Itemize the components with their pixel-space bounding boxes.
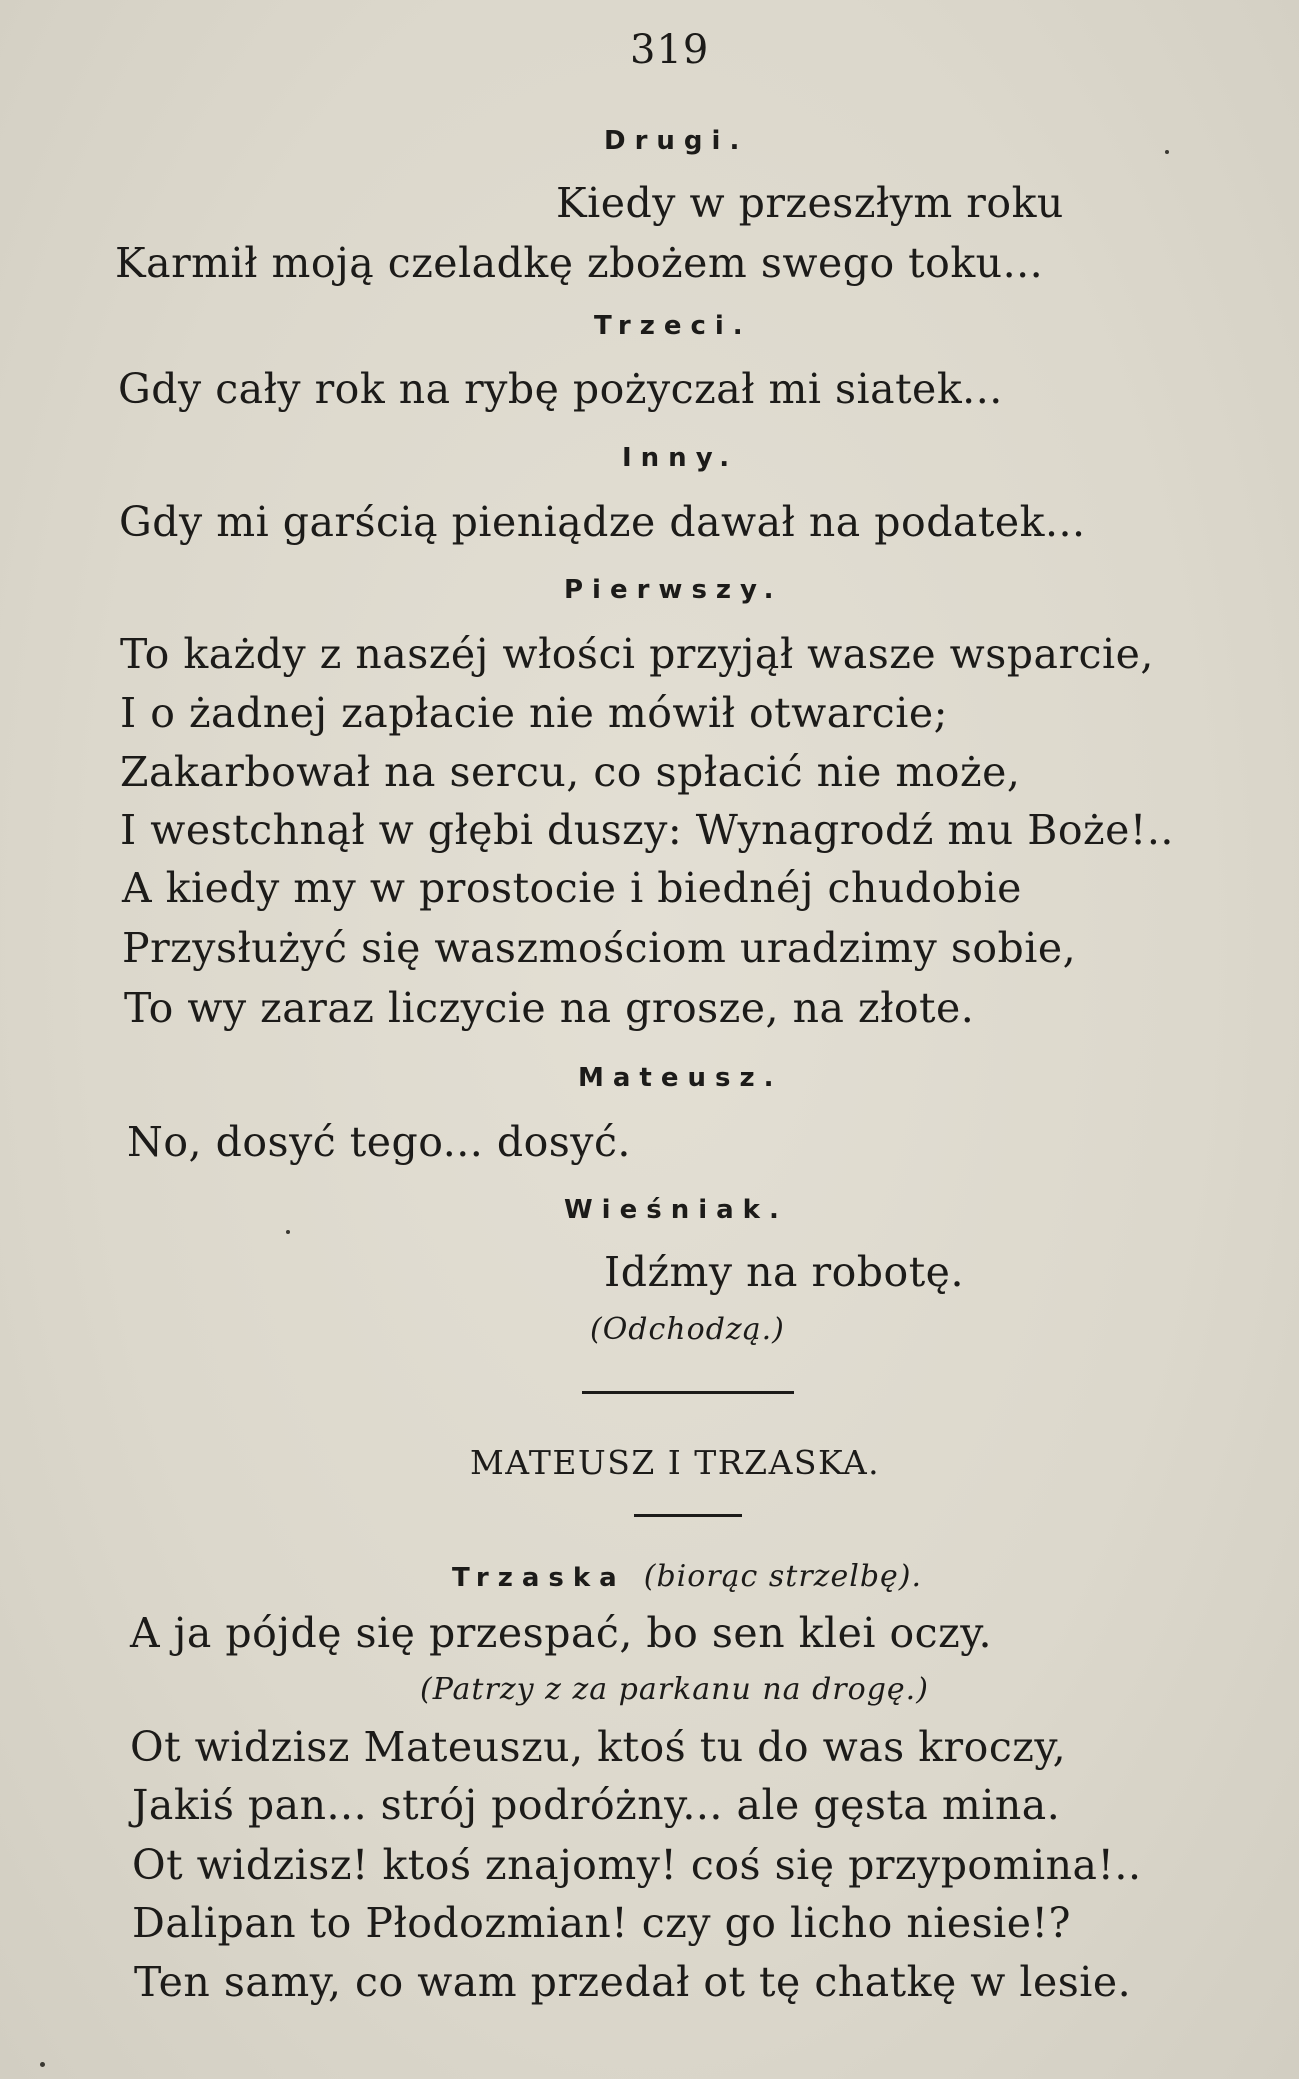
verse-line: Gdy cały rok na rybę pożyczał mi siatek... <box>118 365 1003 413</box>
verse-line: Karmił moją czeladkę zbożem swego toku... <box>115 239 1044 287</box>
scene-heading: MATEUSZ I TRZASKA. <box>470 1443 881 1482</box>
verse-line: Gdy mi garścią pieniądze dawał na podatek... <box>119 498 1086 546</box>
verse-line: Zakarbował na sercu, co spłacić nie może, <box>120 748 1021 796</box>
verse-line: I westchnął w głębi duszy: Wynagrodź mu Boże!.. <box>120 806 1174 854</box>
speaker-name: Trzaska <box>452 1563 626 1593</box>
paper-speck <box>286 1230 290 1234</box>
stage-direction: (Odchodzą.) <box>590 1312 785 1347</box>
speaker-line <box>452 1559 923 1594</box>
section-divider <box>634 1514 742 1517</box>
page-number: 319 <box>630 27 710 73</box>
verse-line: To każdy z naszéj włości przyjął wasze wsparcie, <box>120 630 1154 678</box>
verse-line: To wy zaraz liczycie na grosze, na złote. <box>124 984 975 1032</box>
paper-speck <box>40 2062 45 2067</box>
verse-line: Dalipan to Płodozmian! czy go licho niesie!? <box>132 1899 1071 1947</box>
verse-line: Przysłużyć się waszmościom uradzimy sobie, <box>122 924 1077 972</box>
speaker-name: Wieśniak. <box>564 1195 788 1225</box>
verse-line: I o żadnej zapłacie nie mówił otwarcie; <box>120 689 948 737</box>
verse-line: Ten samy, co wam przedał ot tę chatkę w lesie. <box>134 1958 1132 2006</box>
verse-line: Ot widzisz Mateuszu, ktoś tu do was kroczy, <box>130 1723 1067 1771</box>
verse-line: A ja pójdę się przespać, bo sen klei oczy. <box>130 1609 993 1657</box>
speaker-name: Drugi. <box>604 126 749 156</box>
verse-line: Jakiś pan... strój podróżny... ale gęsta mina. <box>132 1781 1061 1829</box>
verse-line: A kiedy my w prostocie i biednéj chudobie <box>122 864 1022 912</box>
stage-direction: (Patrzy z za parkanu na drogę.) <box>420 1672 929 1707</box>
verse-line: No, dosyć tego... dosyć. <box>127 1118 631 1166</box>
verse-line: Ot widzisz! ktoś znajomy! coś się przypomina!.. <box>132 1841 1142 1889</box>
stage-direction: (biorąc strzelbę). <box>643 1559 923 1594</box>
verse-line: Idźmy na robotę. <box>604 1248 964 1296</box>
speaker-name: Inny. <box>622 443 739 473</box>
section-divider <box>582 1391 794 1394</box>
verse-line: Kiedy w przeszłym roku <box>556 179 1064 227</box>
paper-speck <box>1165 150 1169 154</box>
speaker-name: Mateusz. <box>578 1063 783 1093</box>
speaker-name: Trzeci. <box>594 311 752 341</box>
speaker-name: Pierwszy. <box>564 575 783 605</box>
